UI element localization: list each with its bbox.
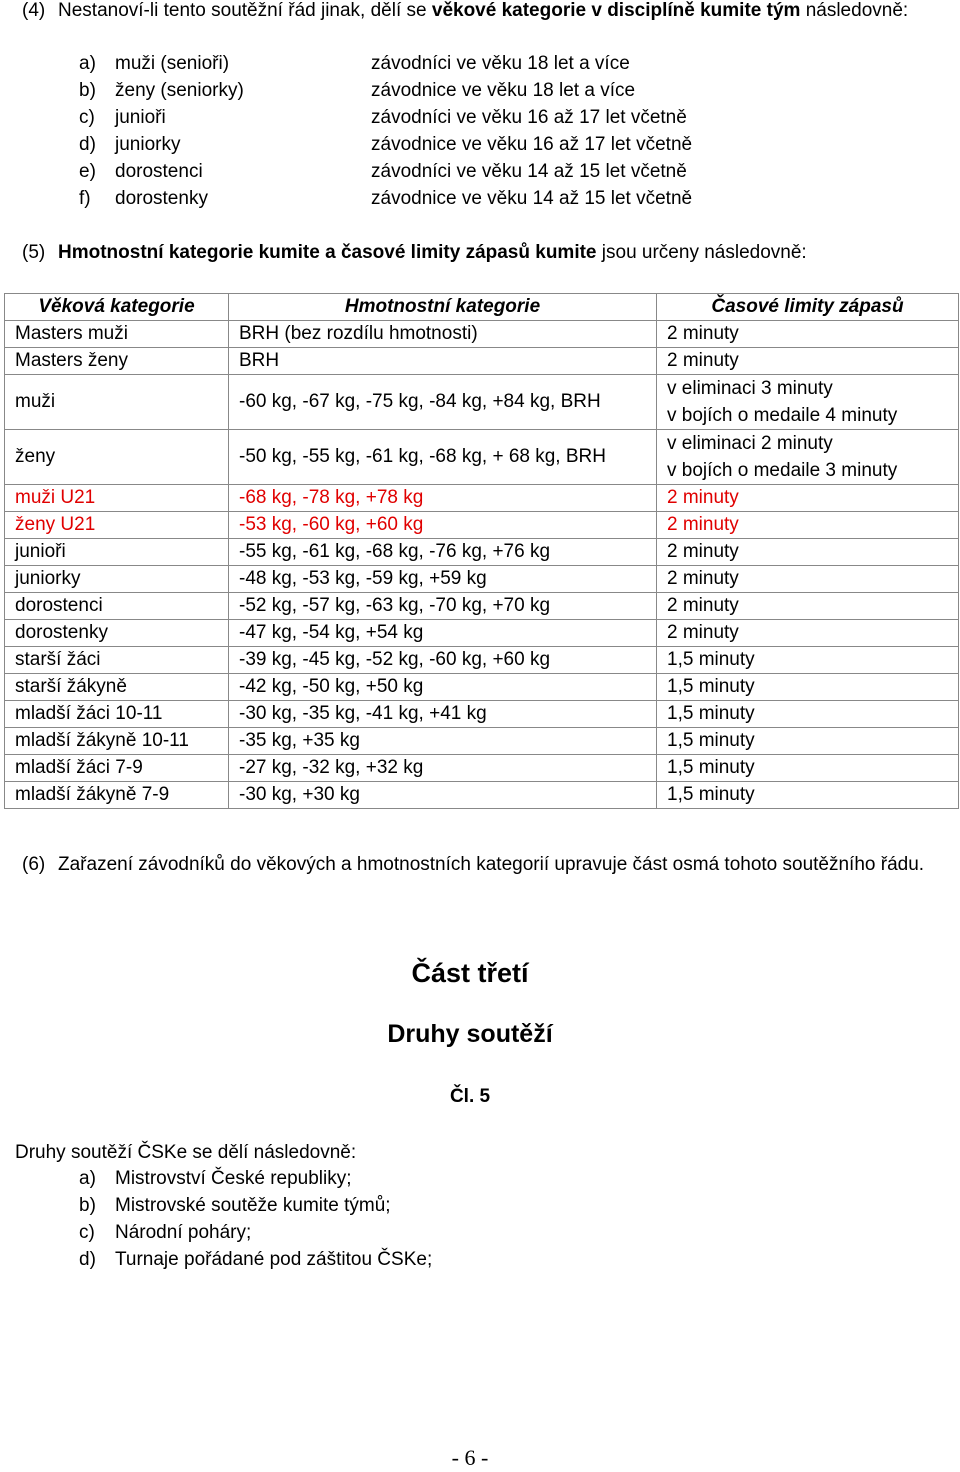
table-row [5,782,959,809]
list-item-name: junioři [115,107,166,128]
age-cell: muži [5,375,229,430]
weight-cell: -27 kg, -32 kg, +32 kg [229,755,657,782]
time-cell: 2 minuty [657,321,959,348]
table-row [5,728,959,755]
table-row [5,321,959,348]
age-cell: juniorky [5,566,229,593]
table-row [5,593,959,620]
list-letter: b) [79,80,96,101]
time-cell: 1,5 minuty [657,674,959,701]
list-letter: f) [79,188,91,209]
list-item-desc: závodníci ve věku 16 až 17 let včetně [371,107,687,128]
list-item-desc: závodnice ve věku 16 až 17 let včetně [371,134,693,155]
list-item-desc: závodníci ve věku 14 až 15 let včetně [371,161,687,182]
paragraph-6 [22,851,932,878]
list-letter: b) [79,1195,96,1216]
list-item-desc: závodnice ve věku 14 až 15 let včetně [371,188,693,209]
list-item-name: dorostenci [115,161,203,182]
age-cell: dorostenci [5,593,229,620]
table-row [5,755,959,782]
time-cell: 1,5 minuty [657,701,959,728]
paragraph-5 [22,239,932,266]
time-cell: 2 minuty [657,539,959,566]
time-cell: 2 minuty [657,348,959,375]
paragraph-bold-text: Hmotnostní kategorie kumite a časové limity zápasů kumite [58,242,597,263]
time-cell: 1,5 minuty [657,728,959,755]
weight-cell: -39 kg, -45 kg, -52 kg, -60 kg, +60 kg [229,647,657,674]
weight-cell: -42 kg, -50 kg, +50 kg [229,674,657,701]
time-cell: 1,5 minuty [657,647,959,674]
paragraph-text: následovně: [800,0,909,21]
table-row [5,512,959,539]
table-row [5,566,959,593]
time-cell: 1,5 minuty [657,755,959,782]
list-item-desc: závodníci ve věku 18 let a více [371,53,630,74]
weight-cell: -50 kg, -55 kg, -61 kg, -68 kg, + 68 kg, BRH [229,430,657,485]
table-row [5,348,959,375]
list-letter: c) [79,107,95,128]
list-letter: d) [79,134,96,155]
time-cell: 1,5 minuty [657,782,959,809]
table-row [5,701,959,728]
age-cell: mladší žákyně 10-11 [5,728,229,755]
time-cell: 2 minuty [657,566,959,593]
weight-category-table [4,293,959,809]
list-item-name: ženy (seniorky) [115,80,244,101]
weight-cell: -52 kg, -57 kg, -63 kg, -70 kg, +70 kg [229,593,657,620]
time-cell: 2 minuty [657,485,959,512]
age-cell: Masters ženy [5,348,229,375]
paragraph-number: (6) [22,854,46,875]
list-letter: a) [79,1168,96,1189]
list-letter: c) [79,1222,95,1243]
paragraph-bold-text: věkové kategorie v disciplíně kumite tým [431,0,801,21]
list-letter: e) [79,161,96,182]
weight-cell: -48 kg, -53 kg, -59 kg, +59 kg [229,566,657,593]
list-item-name: juniorky [115,134,181,155]
table-header-row [5,294,959,321]
age-cell: mladší žákyně 7-9 [5,782,229,809]
age-cell: ženy [5,430,229,485]
part-subtitle: Druhy soutěží [387,1020,553,1048]
time-cell [657,430,959,485]
table-row [5,430,959,485]
table-row [5,674,959,701]
age-cell: starší žáci [5,647,229,674]
list-item-text: Turnaje pořádané pod záštitou ČSKe; [115,1249,433,1270]
table-row [5,485,959,512]
weight-cell: -68 kg, -78 kg, +78 kg [229,485,657,512]
age-cell: junioři [5,539,229,566]
list-letter: d) [79,1249,96,1270]
weight-cell: -30 kg, -35 kg, -41 kg, +41 kg [229,701,657,728]
time-medal: v bojích o medaile 4 minuty [667,405,898,426]
time-medal: v bojích o medaile 3 minuty [667,460,898,481]
table-row [5,539,959,566]
weight-cell: -35 kg, +35 kg [229,728,657,755]
age-cell: mladší žáci 7-9 [5,755,229,782]
column-header: Hmotnostní kategorie [229,294,657,321]
article-number: Čl. 5 [449,1086,491,1107]
paragraph-number: (4) [22,0,46,21]
weight-cell: -60 kg, -67 kg, -75 kg, -84 kg, +84 kg, BRH [229,375,657,430]
age-cell: muži U21 [5,485,229,512]
age-cell: Masters muži [5,321,229,348]
table-row [5,620,959,647]
part-title: Část třetí [411,958,529,988]
weight-cell: -53 kg, -60 kg, +60 kg [229,512,657,539]
column-header: Časové limity zápasů [657,294,959,321]
paragraph-4 [22,0,932,24]
weight-cell: BRH [229,348,657,375]
age-cell: mladší žáci 10-11 [5,701,229,728]
time-cell [657,375,959,430]
list-item-name: muži (senioři) [115,53,230,74]
time-elimination: v eliminaci 3 minuty [667,378,833,399]
weight-cell: BRH (bez rozdílu hmotnosti) [229,321,657,348]
age-cell: starší žákyně [5,674,229,701]
competitions-intro: Druhy soutěží ČSKe se dělí následovně: [15,1142,357,1163]
weight-cell: -47 kg, -54 kg, +54 kg [229,620,657,647]
age-cell: ženy U21 [5,512,229,539]
time-cell: 2 minuty [657,512,959,539]
time-cell: 2 minuty [657,593,959,620]
list-letter: a) [79,53,96,74]
list-item-text: Mistrovské soutěže kumite týmů; [115,1195,391,1216]
table-row [5,647,959,674]
table-row [5,375,959,430]
paragraph-number: (5) [22,242,46,263]
paragraph-text: Zařazení závodníků do věkových a hmotnostních kategorií upravuje část osmá tohoto soutěžního řádu. [58,854,925,875]
page-number: - 6 - [451,1445,489,1470]
age-cell: dorostenky [5,620,229,647]
list-item-desc: závodnice ve věku 18 let a více [371,80,636,101]
weight-cell: -30 kg, +30 kg [229,782,657,809]
paragraph-text: jsou určeny následovně: [596,242,807,263]
time-cell: 2 minuty [657,620,959,647]
column-header: Věková kategorie [5,294,229,321]
time-elimination: v eliminaci 2 minuty [667,433,833,454]
list-item-text: Národní poháry; [115,1222,252,1243]
list-item-text: Mistrovství České republiky; [115,1168,352,1189]
list-item-name: dorostenky [115,188,208,209]
weight-cell: -55 kg, -61 kg, -68 kg, -76 kg, +76 kg [229,539,657,566]
paragraph-text: Nestanoví-li tento soutěžní řád jinak, dělí se [58,0,432,21]
